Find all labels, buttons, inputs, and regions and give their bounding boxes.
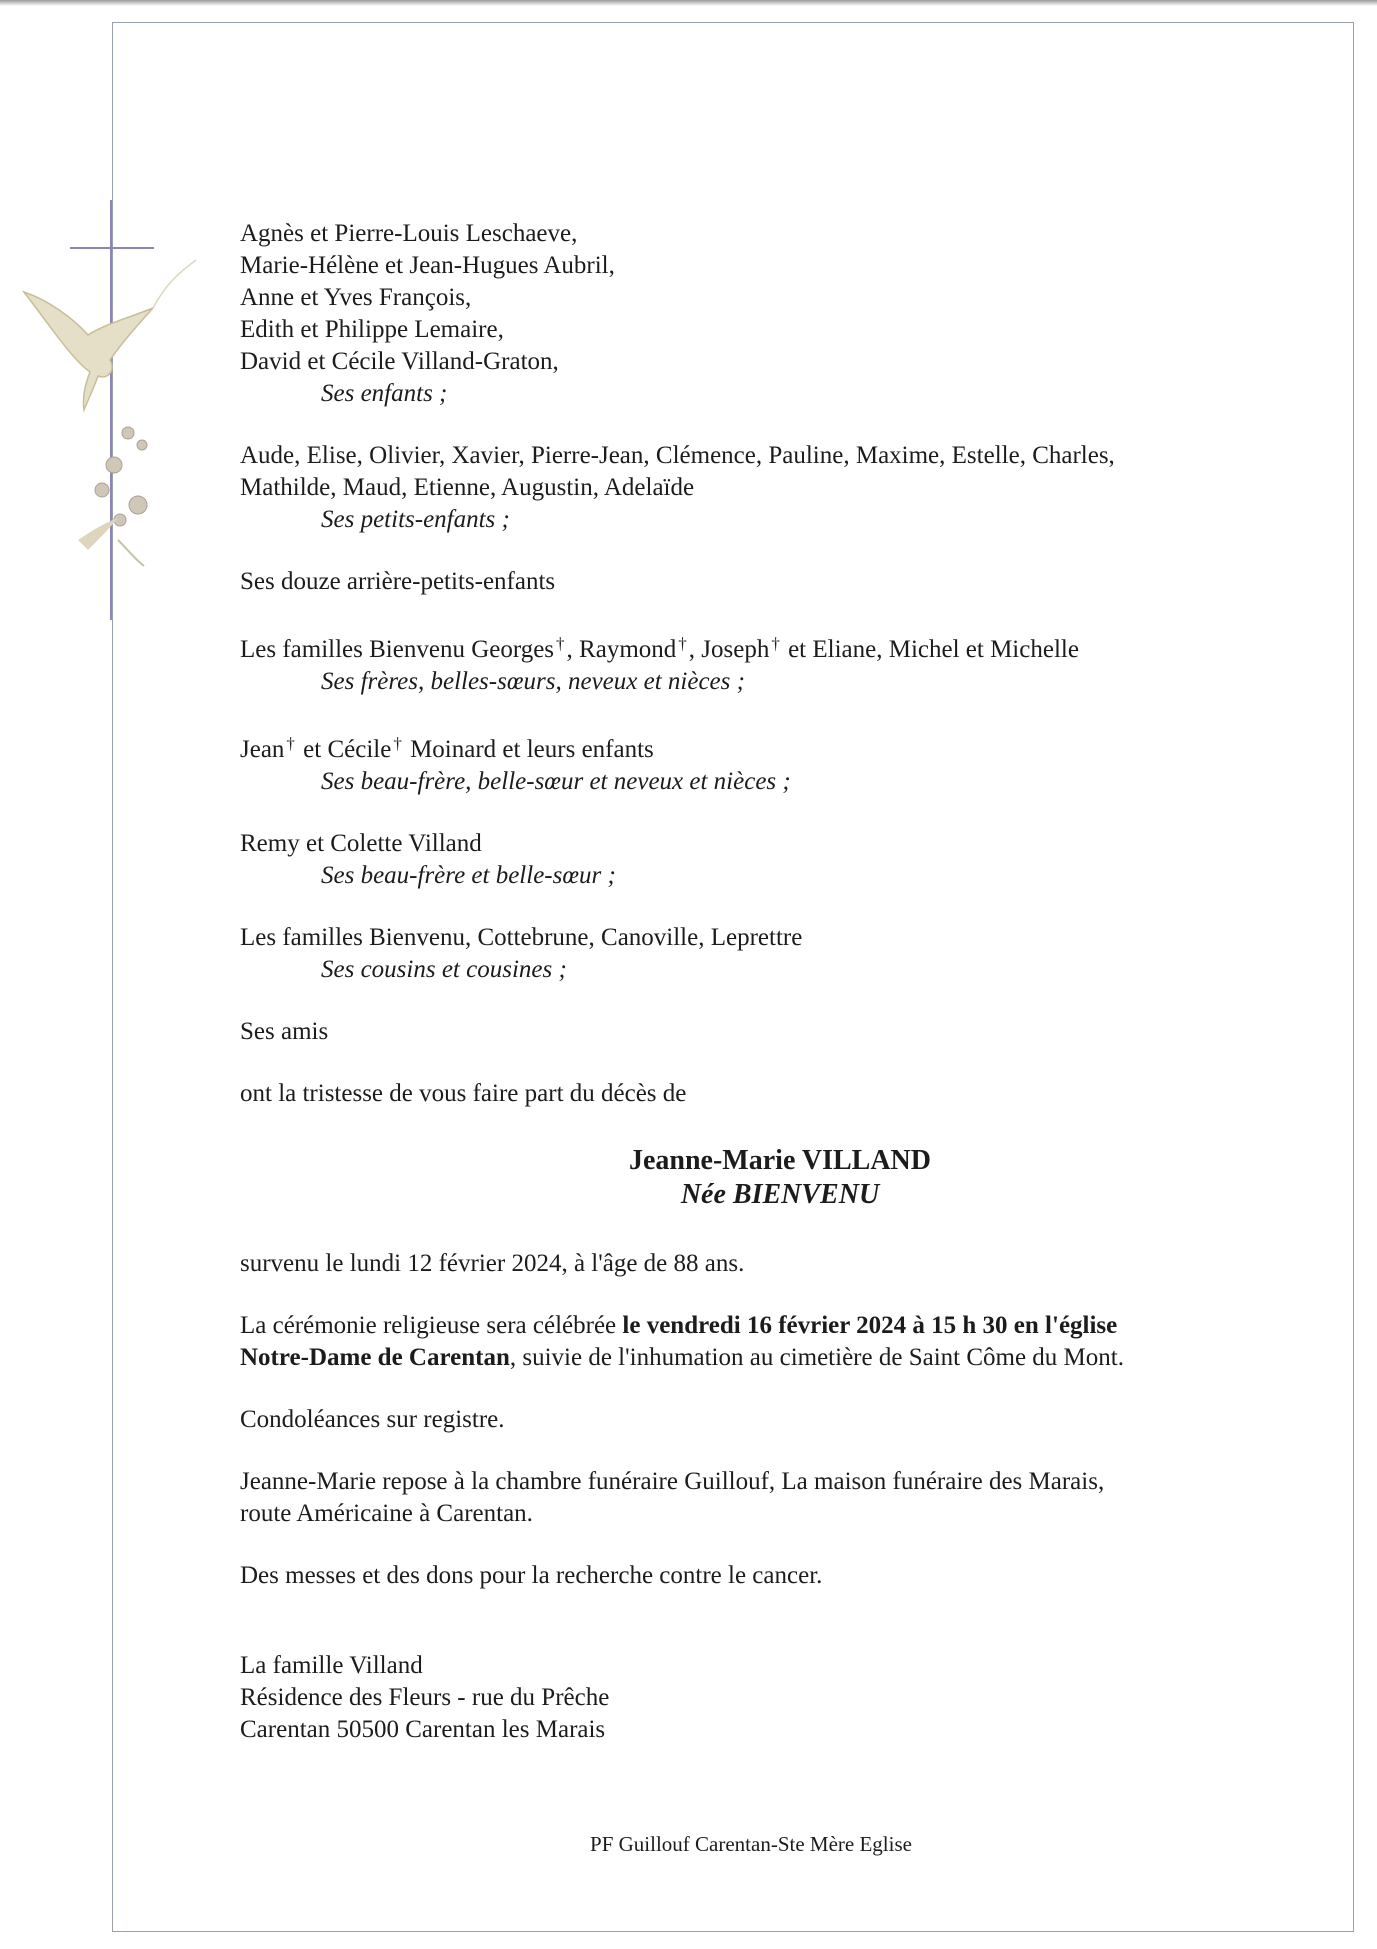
cross-icon: † xyxy=(286,734,295,753)
funeral-home-footer: PF Guillouf Carentan-Ste Mère Eglise xyxy=(590,1832,912,1856)
child-line: Agnès et Pierre-Louis Leschaeve, xyxy=(240,220,578,247)
deceased-maiden-name: Née BIENVENU xyxy=(680,1179,880,1210)
cross-icon: † xyxy=(556,634,565,653)
inlaws-line: Remy et Colette Villand xyxy=(240,830,482,857)
deceased-name: Jeanne-Marie VILLAND xyxy=(628,1145,931,1176)
condolences: Condoléances sur registre. xyxy=(240,1406,505,1433)
donations: Des messes et des dons pour la recherche contre le cancer. xyxy=(240,1562,823,1589)
siblings-role: Ses frères, belles-sœurs, neveux et nièces ; xyxy=(321,668,745,695)
cross-icon: † xyxy=(393,734,402,753)
rest-place: Jeanne-Marie repose à la chambre funéraire Guillouf, La maison funéraire des Marais, route Américaine à Carentan. xyxy=(240,1468,1105,1527)
cross-icon: † xyxy=(678,634,687,653)
announcement: ont la tristesse de vous faire part du décès de xyxy=(240,1080,687,1107)
child-line: Edith et Philippe Lemaire, xyxy=(240,316,504,343)
family-address: La famille Villand Résidence des Fleurs - rue du Prêche Carentan 50500 Carentan les Marais xyxy=(240,1652,610,1743)
ceremony-date: le vendredi 16 février 2024 à 15 h 30 en l'église xyxy=(622,1312,1118,1339)
inlaws-role: Ses beau-frère et belle-sœur ; xyxy=(321,862,616,889)
cousins-role: Ses cousins et cousines ; xyxy=(321,956,567,983)
child-line: Marie-Hélène et Jean-Hugues Aubril, xyxy=(240,252,615,279)
great-grandchildren-block xyxy=(240,566,1320,598)
ceremony-church: Notre-Dame de Carentan xyxy=(240,1344,510,1371)
inlaws-block-2 xyxy=(240,828,1320,892)
cross-icon: † xyxy=(771,634,780,653)
inlaws-role: Ses beau-frère, belle-sœur et neveux et nièces ; xyxy=(321,768,791,795)
siblings-block xyxy=(240,628,1320,698)
inlaws-block-1 xyxy=(240,728,1320,798)
children-block xyxy=(240,218,1320,410)
inlaws-line: Jean † et Cécile † Moinard et leurs enfants xyxy=(240,734,654,763)
deceased-name-block xyxy=(240,1144,1320,1212)
cousins-block xyxy=(240,922,1320,986)
children-role: Ses enfants ; xyxy=(321,380,448,407)
obituary-body xyxy=(240,218,1320,1776)
child-line: David et Cécile Villand-Graton, xyxy=(240,348,559,375)
grandchildren-role: Ses petits-enfants ; xyxy=(321,506,510,533)
siblings-line: Les familles Bienvenu Georges †, Raymond †, Joseph † et Eliane, Michel et Michelle xyxy=(240,634,1079,663)
grandchildren-line: Aude, Elise, Olivier, Xavier, Pierre-Jean, Clémence, Pauline, Maxime, Estelle, Charles, xyxy=(240,442,1115,469)
cousins-line: Les familles Bienvenu, Cottebrune, Canoville, Leprettre xyxy=(240,924,803,951)
child-line: Anne et Yves François, xyxy=(240,284,472,311)
friends-line: Ses amis xyxy=(240,1018,329,1045)
grandchildren-block xyxy=(240,440,1320,536)
scan-top-edge xyxy=(0,0,1377,6)
ceremony-info: La cérémonie religieuse sera célébrée le vendredi 16 février 2024 à 15 h 30 en l'église Notre-Dame de Carentan, suivie de l'inhumation au cimetière de Saint Côme du Mont. xyxy=(240,1312,1124,1371)
death-info: survenu le lundi 12 février 2024, à l'âge de 88 ans. xyxy=(240,1250,745,1277)
friends-block xyxy=(240,1016,1320,1048)
great-grandchildren-line: Ses douze arrière-petits-enfants xyxy=(240,568,556,595)
cross-dove-decoration-icon xyxy=(18,200,198,620)
grandchildren-line: Mathilde, Maud, Etienne, Augustin, Adelaïde xyxy=(240,474,695,501)
